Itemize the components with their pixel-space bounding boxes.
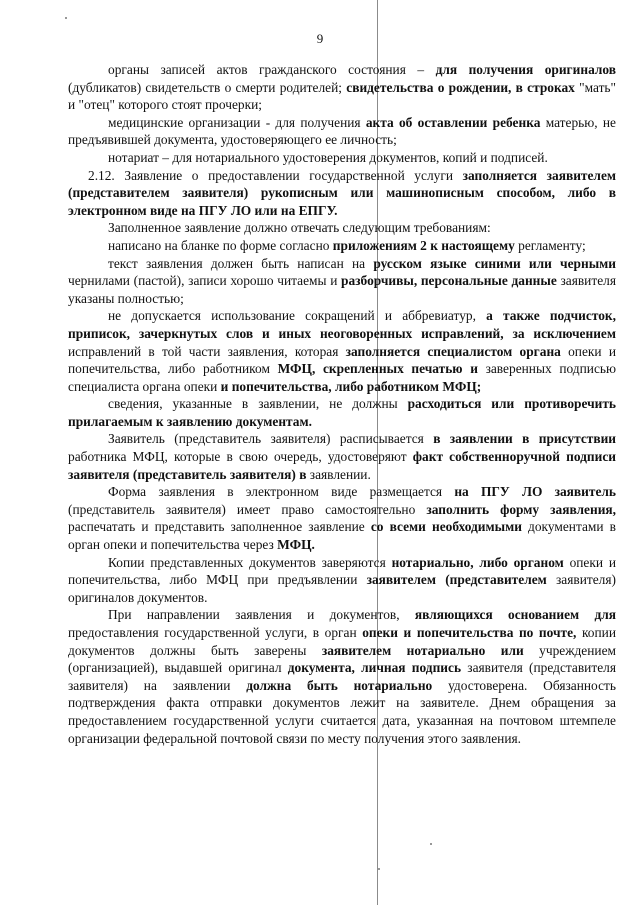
text-segment: опеки и попечительства, либо работником xyxy=(68,343,616,377)
bold-text-segment: для получения оригиналов xyxy=(435,62,616,77)
scan-speck xyxy=(65,17,67,19)
text-segment: текст заявления должен быть написан на xyxy=(108,255,374,271)
text-segment: заявлении. xyxy=(306,466,371,482)
bold-text-segment: расходиться или противоречить прилагаемым к заявлению документам. xyxy=(68,396,616,429)
text-segment: нотариат – для нотариального удостоверения документов, копий и подписей. xyxy=(108,149,548,165)
scan-speck xyxy=(430,843,432,845)
text-segment: Копии представленных документов заверяются xyxy=(108,554,392,570)
bold-text-segment: документа, личная подпись xyxy=(287,660,462,676)
scan-speck xyxy=(378,868,380,870)
text-segment: (представитель заявителя) имеет право самостоятельно xyxy=(68,501,427,517)
bold-text-segment: опеки и попечительства по почте, xyxy=(362,625,577,640)
bold-text-segment: разборчивы, персональные данные xyxy=(341,273,557,289)
text-segment: 2.12. Заявление о предоставлении государственной услуги xyxy=(88,167,463,183)
text-segment: Заявитель (представитель заявителя) расписывается xyxy=(108,431,434,447)
text-segment: опеки и попечительства, либо МФЦ при предъявлении xyxy=(68,554,616,588)
bold-text-segment: свидетельства о рождении, в строках xyxy=(346,79,575,95)
text-segment: Заполненное заявление должно отвечать следующим требованиям: xyxy=(108,220,491,236)
bold-text-segment: заполнить форму заявления, xyxy=(426,501,616,517)
text-segment: заявителя указаны полностью; xyxy=(68,273,616,306)
bold-text-segment: должна быть нотариально xyxy=(246,677,433,693)
text-segment: предоставления государственной услуги, в орган xyxy=(68,625,363,640)
bold-text-segment: МФЦ. xyxy=(277,537,315,553)
text-segment: заявителя) оригиналов документов. xyxy=(68,572,616,605)
text-segment: регламенту; xyxy=(514,237,586,253)
text-segment: не допускается использование сокращений и аббревиатур, xyxy=(108,308,487,324)
bold-text-segment: заявителем нотариально или xyxy=(321,642,524,658)
bold-text-segment: приложениям 2 к настоящему xyxy=(332,237,515,253)
paragraph-p7 xyxy=(68,255,616,308)
bold-text-segment: заполняется специалистом органа xyxy=(345,343,561,359)
paragraph-p2 xyxy=(68,114,616,149)
paragraph-p9 xyxy=(68,395,616,430)
text-segment: исправлений в той части заявления, которая xyxy=(68,343,346,359)
bold-text-segment: МФЦ, скрепленных печатью и xyxy=(277,361,478,377)
text-segment: органы записей актов гражданского состояния – xyxy=(108,62,436,77)
text-segment: Форма заявления в электронном виде размещается xyxy=(108,484,455,500)
text-segment: При направлении заявления и документов, xyxy=(108,607,415,623)
bold-text-segment: заявителем (представителем xyxy=(366,572,547,588)
text-segment: "мать" и "отец" которого стоят прочерки; xyxy=(68,79,617,113)
bold-text-segment: а также подчисток, приписок, зачеркнутых слов и иных неоговоренных исправлений, за исключением xyxy=(68,308,616,341)
text-segment: заявителя (представителя заявителя) на заявлении xyxy=(68,660,616,693)
paragraph-p8 xyxy=(68,307,616,395)
paragraph-p4 xyxy=(68,167,616,220)
bold-text-segment: на ПГУ ЛО заявитель xyxy=(454,484,616,500)
page-number: 9 xyxy=(316,31,324,46)
paragraph-p6 xyxy=(68,237,616,255)
text-segment: чернилами (пастой), записи хорошо читаемы и xyxy=(68,273,342,289)
text-segment: заверенных подписью специалиста органа опеки xyxy=(68,361,616,394)
text-segment: копии документов должны быть заверены xyxy=(68,625,616,658)
bold-text-segment: нотариально, либо органом xyxy=(391,554,564,570)
text-segment: сведения, указанные в заявлении, не должны xyxy=(108,396,408,412)
text-segment: удостоверена. Обязанность подтверждения факта отправки документов лежит на заявителе. Днем обращения за предоставлением государственной услуги считается дата, указанная на почтовом штемпеле организации федеральной почтовой связи по месту получения этого заявления. xyxy=(68,677,616,746)
bold-text-segment: являющихся основанием для xyxy=(414,607,616,623)
paragraph-p11 xyxy=(68,483,616,553)
text-segment: учреждением (организацией), выдавшей оригинал xyxy=(68,642,616,676)
bold-text-segment: заполняется заявителем (представителем заявителя) рукописным или машинописным способом, либо в электронном виде на ПГУ ЛО или на ЕПГУ. xyxy=(68,167,617,218)
text-segment: документами в орган опеки и попечительства через xyxy=(68,519,616,553)
text-segment: работника МФЦ, которые в свою очередь, удостоверяют xyxy=(68,449,413,465)
text-segment: матерью, не предъявившей документа, удостоверяющего ее личность; xyxy=(68,114,616,148)
bold-text-segment: со всеми необходимыми xyxy=(370,519,522,535)
paragraph-p5 xyxy=(68,219,616,237)
paragraph-p1 xyxy=(68,61,616,114)
paragraph-p12 xyxy=(68,554,616,607)
bold-text-segment: в заявлении в присутствии xyxy=(433,431,616,447)
paragraph-p10 xyxy=(68,430,616,483)
document-body xyxy=(68,61,616,747)
paragraph-p3 xyxy=(68,149,616,167)
text-segment: распечатать и представить заполненное заявление xyxy=(68,519,371,535)
text-segment: медицинские организации - для получения xyxy=(108,114,366,130)
bold-text-segment: факт собственноручной подписи заявителя (представитель заявителя) в xyxy=(68,449,616,482)
text-segment: написано на бланке по форме согласно xyxy=(108,237,333,253)
bold-text-segment: и попечительства, либо работником МФЦ; xyxy=(220,378,482,394)
bold-text-segment: акта об оставлении ребенка xyxy=(365,114,541,130)
paragraph-p13 xyxy=(68,606,616,747)
text-segment: (дубликатов) свидетельств о смерти родителей; xyxy=(68,79,347,95)
bold-text-segment: русском языке синими или черными xyxy=(373,255,617,271)
